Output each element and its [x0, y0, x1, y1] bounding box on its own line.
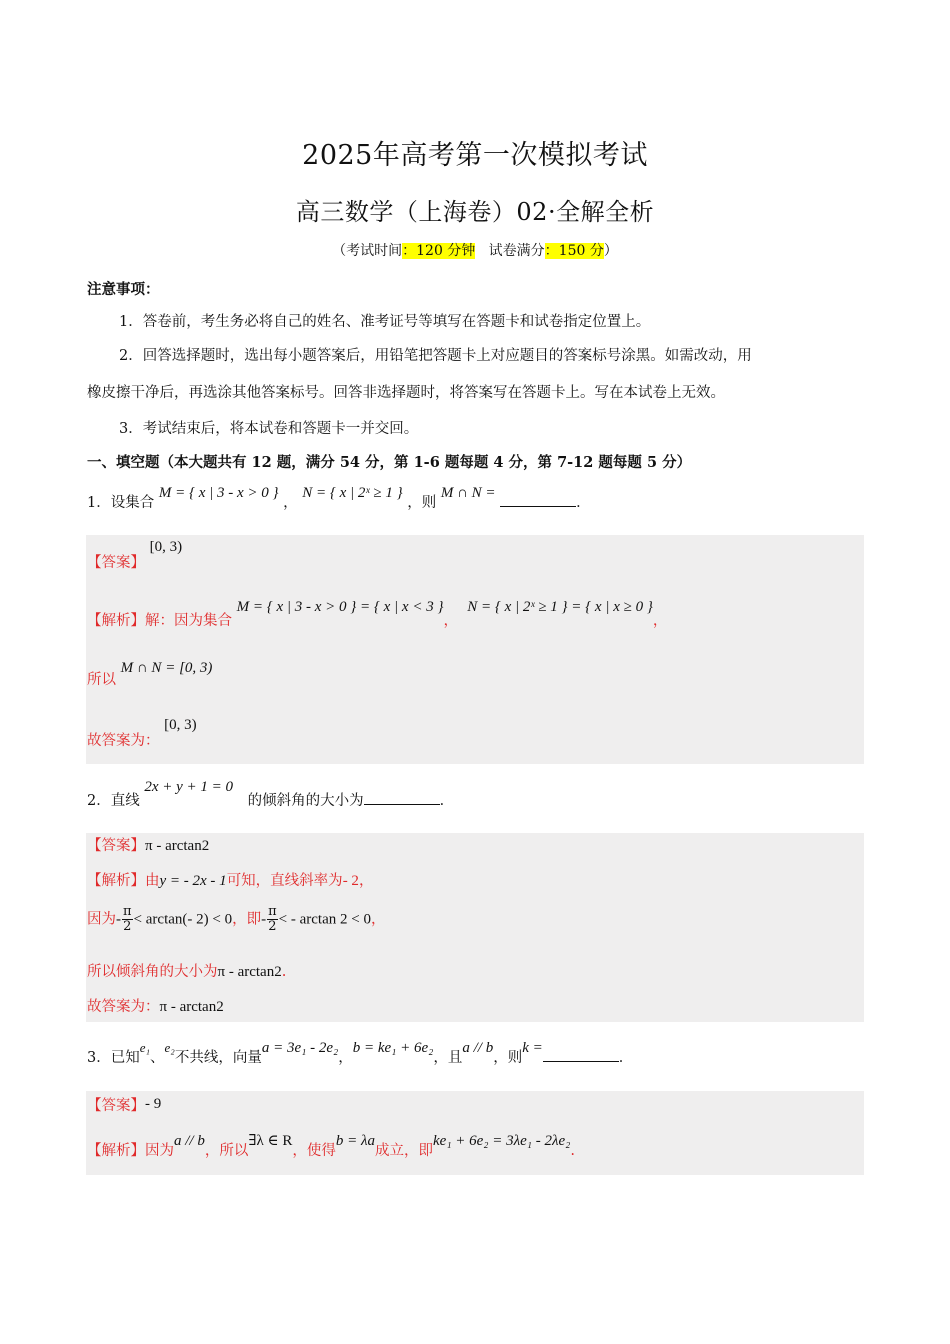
q2-period: . [281, 964, 287, 980]
q2-so-label: 所以倾斜角的大小为 [87, 964, 218, 980]
q2-comma-2: ， [370, 911, 386, 928]
q3-dun: 、 [150, 1050, 165, 1066]
q3-then: ，则 [493, 1050, 523, 1066]
q3-parallel: a // b [462, 1040, 494, 1056]
q3-period: . [570, 1143, 575, 1159]
q3-answer [87, 1094, 161, 1114]
q2-frac-1-num: π [123, 904, 132, 919]
q2-ineq-2: < - arctan 2 < 0 [278, 911, 371, 928]
q3-end: ． [618, 1050, 634, 1066]
question-3: 3．已知e₁、e₂不共线，向量a = 3e₁ - 2e₂，b = ke₁ + 6e₂，且a // b，则k =． [87, 1040, 634, 1066]
exam-time-value: ：120 分钟 [402, 243, 476, 259]
note-item-2-line-2: 橡皮擦干净后，再选涂其他答案标号。回答非选择题时，将答案写在答题卡上。写在本试卷上无效。 [87, 385, 725, 401]
q2-frac-2-num: π [268, 904, 277, 919]
q3-holds: 成立，即 [375, 1143, 433, 1159]
exam-info [0, 240, 950, 260]
close-paren: ） [603, 243, 618, 259]
q1-then: ，则 [407, 495, 437, 511]
q3-parallel-2: a // b [174, 1133, 205, 1149]
q2-eq: y = - 2x - 1 [159, 873, 227, 889]
q2-analysis [87, 871, 373, 891]
q2-final-value: π - arctan2 [159, 999, 224, 1015]
q1-final [87, 715, 197, 749]
answer-box-1 [86, 535, 864, 764]
question-1 [87, 482, 591, 511]
exam-subtitle: 高三数学（上海卷）02·全解全析 [295, 198, 655, 226]
q2-end: ． [439, 793, 455, 809]
q3-vec-a: a = 3e₁ - 2e₂ [261, 1040, 339, 1056]
q2-inequality: 因为- $\frac{\pi}{2}$ < arctan(- 2) < 0，即- $\frac{\pi}{2}$ < - arctan 2 < 0， [87, 904, 386, 934]
q3-and: ，且 [433, 1050, 463, 1066]
q2-from: 由 [145, 873, 160, 889]
q2-suffix: 的倾斜角的大小为 [247, 793, 364, 809]
q2-analysis-label: 【解析】 [87, 873, 145, 889]
q3-final-eq: ke₁ + 6e₂ = 3λe₁ - 2λe₂ [433, 1133, 571, 1149]
q3-answer-label: 【答案】 [87, 1098, 145, 1114]
q3-analysis-label: 【解析】 [87, 1143, 145, 1159]
q1-answer-label: 【答案】 [87, 555, 145, 571]
q1-answer-value: [0, 3) [149, 539, 183, 555]
q1-set-m: M = { x | 3 - x > 0 } [158, 485, 279, 501]
note-item-2-line-1: 2．回答选择题时，选出每小题答案后，用铅笔把答题卡上对应题目的答案标号涂黑。如需改动，用 [119, 348, 752, 364]
q2-slope: - 2 [342, 873, 359, 889]
q2-ineq-1: < arctan(- 2) < 0 [133, 911, 233, 928]
q2-prefix: 2．直线 [87, 793, 140, 809]
q3-so: ，所以 [204, 1143, 249, 1159]
q2-ie: ，即 [232, 911, 262, 928]
q1-final-value: [0, 3) [164, 717, 197, 733]
q3-answer-value: - 9 [145, 1096, 162, 1112]
q3-b-eq: b = λa [335, 1133, 375, 1149]
q2-answer-value: π - arctan2 [145, 838, 210, 854]
q3-vec-b: b = ke₁ + 6e₂ [352, 1040, 434, 1056]
q3-k-expr: k = [522, 1040, 543, 1056]
q1-analysis-n: N = { x | 2ˣ ≥ 1 } = { x | x ≥ 0 } [467, 599, 653, 615]
q3-e1: e₁ [139, 1040, 151, 1055]
full-score-value: ：150 分 [544, 243, 604, 259]
q2-because: 因为 [87, 911, 116, 928]
q1-end: ． [576, 495, 591, 511]
q3-such: ，使得 [292, 1143, 336, 1159]
q1-expr: M ∩ N = [440, 485, 496, 501]
q3-blank [543, 1047, 619, 1062]
q2-blank [364, 790, 440, 805]
full-score-prefix: 试卷满分 [488, 243, 545, 259]
q3-e2: e₂ [164, 1040, 175, 1055]
q1-analysis [87, 597, 668, 629]
note-item-1: 1．答卷前，考生务必将自己的姓名、准考证号等填写在答题卡和试卷指定位置上。 [119, 314, 651, 330]
q2-comma: ， [358, 873, 374, 889]
q2-final-label: 故答案为： [87, 999, 160, 1015]
q1-so-expr: M ∩ N = [0, 3) [120, 660, 213, 676]
q1-set-n: N = { x | 2ˣ ≥ 1 } [302, 485, 403, 501]
q1-so-label: 所以 [87, 672, 116, 688]
exam-title: 2025年高考第一次模拟考试 [302, 140, 648, 171]
q3-noncol: 不共线，向量 [174, 1050, 262, 1066]
q2-final [87, 997, 224, 1017]
q2-frac-1-den: 2 [123, 919, 132, 934]
q2-frac-1 [122, 905, 133, 934]
q1-analysis-text: 解：因为集合 [145, 613, 232, 629]
q1-analysis-m: M = { x | 3 - x > 0 } = { x | x < 3 } [236, 599, 444, 615]
q3-because: 因为 [145, 1143, 174, 1159]
notes-heading: 注意事项： [87, 281, 160, 298]
q1-analysis-comma: ， [443, 613, 458, 629]
section-1-heading: 一、填空题（本大题共有 12 题，满分 54 分，第 1-6 题每题 4 分，第 7-12 题每题 5 分） [87, 454, 692, 471]
q1-answer [87, 537, 183, 571]
q3-analysis [87, 1131, 575, 1159]
q1-blank [500, 492, 576, 507]
q2-frac-2-den: 2 [268, 919, 277, 934]
q2-so [87, 962, 286, 982]
q1-final-label: 故答案为： [87, 733, 160, 749]
q2-line-eq: 2x + y + 1 = 0 [144, 779, 234, 795]
q1-analysis-label: 【解析】 [87, 613, 145, 629]
note-item-3: 3．考试结束后，将本试卷和答题卡一并交回。 [119, 421, 419, 437]
q1-sep: ， [283, 495, 298, 511]
q1-so [87, 658, 213, 688]
exam-time-prefix: （考试时间 [332, 243, 403, 259]
q1-prefix: 1．设集合 [87, 495, 155, 511]
q2-answer-label: 【答案】 [87, 838, 145, 854]
q2-answer [87, 836, 209, 856]
q1-analysis-comma-2: ， [652, 613, 668, 629]
question-2 [87, 776, 455, 809]
q3-prefix: 3．已知 [87, 1050, 140, 1066]
q2-known: 可知，直线斜率为 [226, 873, 343, 889]
q3-exists: ∃λ ∈ R [248, 1133, 293, 1149]
q2-so-value: π - arctan2 [217, 964, 282, 980]
q2-frac-2 [267, 905, 278, 934]
